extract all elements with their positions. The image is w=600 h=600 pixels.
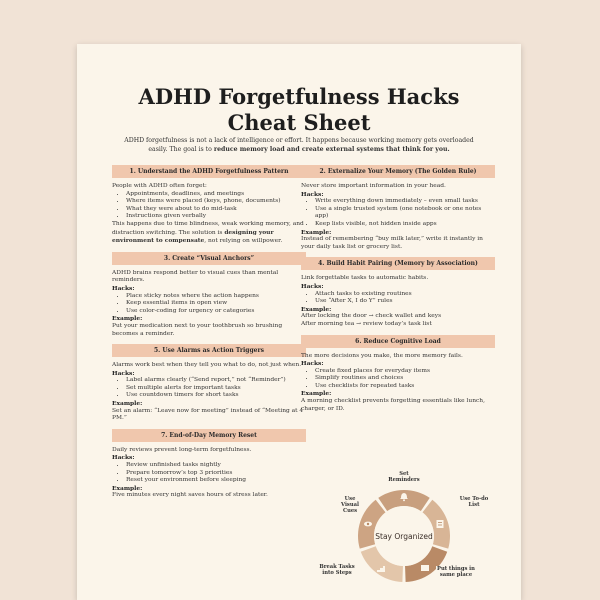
checklist-icon [437, 520, 444, 528]
stay-organized-cycle-diagram [301, 468, 501, 596]
section-7-intro: Daily reviews prevent long-term forgetfulness. [112, 446, 252, 453]
section-6-hacks-label: Hacks: [301, 360, 324, 368]
section-1-header: 1. Understand the ADHD Forgetfulness Pattern [112, 165, 306, 178]
list-item: • Use “After X, I do Y” rules [315, 298, 495, 306]
section-6-list [301, 368, 495, 391]
section-6 [301, 335, 495, 414]
eye-icon [364, 522, 372, 527]
section-4-example-1: After locking the door → check wallet and keys [301, 313, 442, 320]
list-item: • Where items were placed (keys, phone, documents) [126, 198, 306, 206]
section-4-hacks-label: Hacks: [301, 282, 324, 290]
section-2-example-label: Example: [301, 228, 332, 236]
section-1-body-text: This happens due to time blindness, weak working memory, and distraction switching. The solution is [112, 220, 304, 236]
list-item: • Review unfinished tasks nightly [126, 462, 306, 470]
section-1-list [112, 191, 306, 221]
list-item: • Keep essential items in open view [126, 300, 306, 308]
section-5-header: 5. Use Alarms as Action Triggers [112, 344, 306, 357]
section-5-hacks-label: Hacks: [112, 369, 135, 377]
section-2-hacks-label: Hacks: [301, 190, 324, 198]
cheat-sheet-page [77, 44, 521, 600]
section-1-body-end: , not relying on willpower. [204, 238, 283, 245]
section-5-example: Set an alarm: “Leave now for meeting” instead of “Meeting at 4 PM.” [112, 407, 304, 422]
section-2-example: Instead of remembering “buy milk later,” write it instantly in your daily task list or grocery list. [301, 236, 483, 250]
section-5 [112, 344, 306, 423]
section-2 [301, 165, 495, 251]
section-2-intro: Never store important information in your head. [301, 183, 446, 189]
list-item: • Use color-coding for urgency or categories [126, 308, 306, 316]
section-7-list [112, 462, 306, 485]
section-3-list [112, 293, 306, 316]
section-5-example-label: Example: [112, 400, 143, 408]
section-1-body-bold: designing your environment to compensate [112, 228, 274, 245]
section-2-list [301, 198, 495, 228]
section-4-intro: Link forgettable tasks to automatic habits. [301, 275, 429, 282]
intro-text: ADHD forgetfulness is not a lack of intelligence or effort. It happens because working memory gets overloaded easily. The goal is to [124, 137, 474, 153]
section-6-example: A morning checklist prevents forgetting essentials like lunch, charger, or ID. [301, 398, 485, 412]
cycle-label-use-todo-list: Use To-do List [459, 496, 489, 508]
section-7-example-label: Example: [112, 484, 143, 492]
list-item: • Create fixed places for everyday items [315, 368, 495, 376]
list-item: • Use a single trusted system (one notebook or one notes app) [315, 206, 495, 221]
section-4-list [301, 291, 495, 306]
box-icon [421, 565, 429, 571]
section-6-example-label: Example: [301, 390, 332, 398]
section-1-body [112, 221, 306, 246]
list-item: • Use checklists for repeated tasks [315, 383, 495, 391]
section-4-example-label: Example: [301, 305, 332, 313]
section-3-header: 3. Create “Visual Anchors” [112, 252, 306, 265]
list-item: • Set multiple alerts for important tasks [126, 385, 306, 393]
list-item: • Write everything down immediately – even small tasks [315, 198, 495, 206]
section-4-example-2: After morning tea → review today’s task list [301, 320, 432, 327]
list-item: • Appointments, deadlines, and meetings [126, 191, 306, 199]
list-item: • Prepare tomorrow’s top 3 priorities [126, 470, 306, 478]
section-5-list [112, 377, 306, 400]
list-item: • Place sticky notes where the action happens [126, 293, 306, 301]
list-item: • Keep lists visible, not hidden inside apps [315, 221, 495, 229]
left-column [112, 165, 306, 506]
section-5-intro: Alarms work best when they tell you what to do, not just when. [112, 362, 302, 369]
cycle-label-break-tasks: Break Tasks into Steps [319, 564, 355, 576]
list-item: • Reset your environment before sleeping [126, 477, 306, 485]
list-item: • Label alarms clearly (“Send report,” not “Reminder”) [126, 377, 306, 385]
section-4-header: 4. Build Habit Pairing (Memory by Association) [301, 257, 495, 270]
cycle-center-label: Stay Organized [375, 532, 433, 541]
cycle-label-put-things-same-place: Put things in same place [437, 566, 475, 578]
list-item: • Attach tasks to existing routines [315, 291, 495, 299]
cycle-label-set-reminders: Set Reminders [388, 471, 420, 483]
section-6-intro: The more decisions you make, the more memory fails. [301, 352, 463, 359]
cycle-label-use-visual-cues: Use Visual Cues [341, 496, 359, 514]
section-3-example: Put your medication next to your toothbrush so brushing becomes a reminder. [112, 322, 283, 337]
section-7-header: 7. End-of-Day Memory Reset [112, 429, 306, 442]
list-item: • Instructions given verbally [126, 213, 306, 221]
page-title-line2: Cheat Sheet [227, 110, 371, 135]
section-2-header: 2. Externalize Your Memory (The Golden Rule) [301, 165, 495, 178]
section-3-intro: ADHD brains respond better to visual cues than mental reminders. [112, 269, 279, 284]
section-4 [301, 257, 495, 328]
list-item: • Use countdown timers for short tasks [126, 392, 306, 400]
section-3-hacks-label: Hacks: [112, 284, 135, 292]
section-1-intro: People with ADHD often forget: [112, 183, 207, 189]
section-3 [112, 252, 306, 338]
section-6-header: 6. Reduce Cognitive Load [301, 335, 495, 348]
list-item: • Simplify routines and choices [315, 375, 495, 383]
section-1 [112, 165, 306, 246]
right-column [301, 165, 495, 419]
intro-paragraph [119, 137, 479, 154]
section-7-hacks-label: Hacks: [112, 454, 135, 462]
list-item: • What they were about to do mid-task [126, 206, 306, 214]
section-7-example: Five minutes every night saves hours of stress later. [112, 492, 268, 499]
section-3-example-label: Example: [112, 315, 143, 323]
page-title-line1: ADHD Forgetfulness Hacks [138, 84, 460, 109]
intro-bold-text: reduce memory load and create external systems that think for you. [213, 145, 450, 153]
section-7 [112, 429, 306, 500]
